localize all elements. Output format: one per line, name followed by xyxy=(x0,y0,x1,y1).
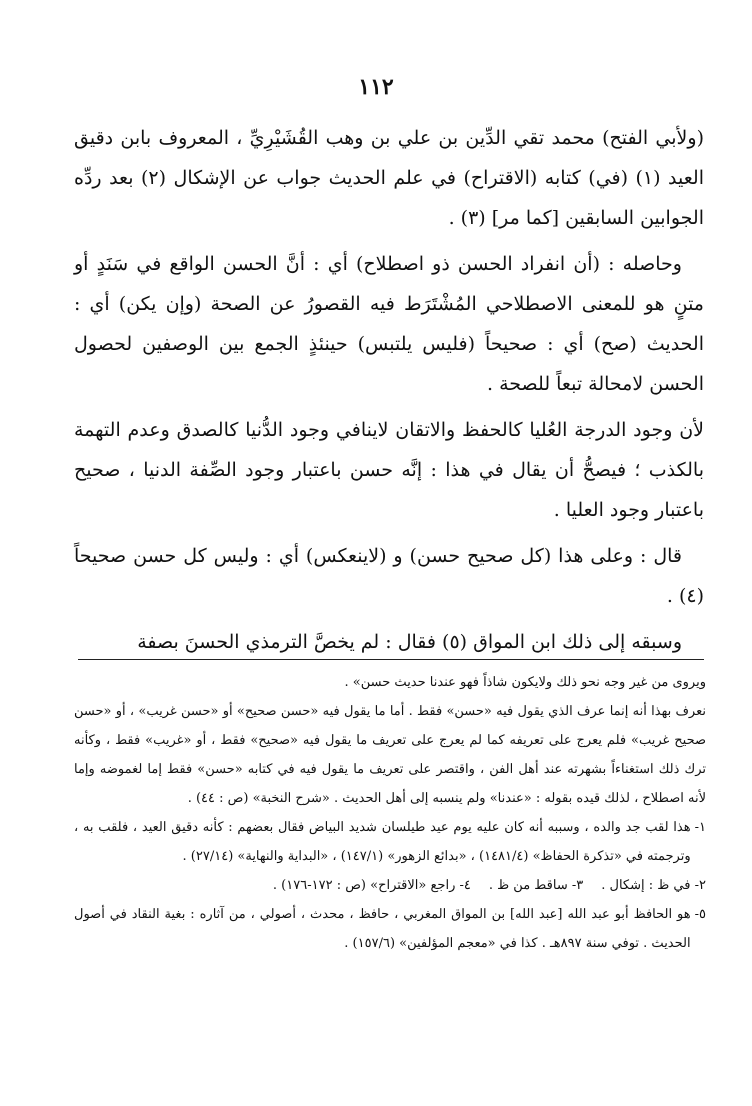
footnote-number: ٥- xyxy=(694,907,706,922)
footnote-line: «حسن غريب» ، أو «حسن صحيح غريب» فلم يعرج على تعريفه كما لم يعرج على تعريف ما xyxy=(74,704,707,748)
text-line: يكن) أي : الحديث (صح) أي : صحيحاً (فليس يلتبس) حينئذٍ الجمع بين xyxy=(74,293,704,355)
footnote-number: ١- xyxy=(694,820,706,835)
text-line: حسن صحيحاً (٤) . xyxy=(74,545,704,607)
footnote-divider xyxy=(78,659,704,660)
footnote-line: (١٤٧/١) ، «البداية والنهاية» (٢٧/١٤) . xyxy=(182,849,384,864)
footnote-line: ويروى من غير وجه نحو ذلك ولايكون شاذاً فهو عندنا حديث حسن» . xyxy=(344,675,706,690)
footnote-text: في ظ : إشكال . xyxy=(601,878,691,893)
footnote-5 xyxy=(74,900,706,958)
footnote-line: واقتصر على تعريف ما يقول فيه في كتابه «حسن» فقط إما لغموضه وإما لأنه اصطلاح ، لذلك xyxy=(74,762,706,806)
footnote-1 xyxy=(74,813,706,871)
page-number: ١١٢ xyxy=(358,74,394,100)
text-line: (ولأبي الفتح) محمد تقي الدِّين بن علي بن وهب القُشَيْرِيِّ ، المعروف xyxy=(158,127,704,149)
text-line: الإشكال (٢) بعد ردِّه الجوابين السابقين [كما مر] (٣) . xyxy=(74,167,704,229)
footnotes-2-3-4 xyxy=(74,871,706,900)
footnote-4 xyxy=(273,871,471,900)
text-line: لأن وجود الدرجة العُليا كالحفظ والاتقان لاينافي وجود الدُّنيا كالصدق xyxy=(176,419,704,441)
text-line: بابن دقيق العيد (١) (في) كتابه (الاقتراح) في علم الحديث جواب عن xyxy=(74,127,704,189)
text-line: وحاصله : (أن انفراد الحسن ذو اصطلاح) أي : أنَّ الحسن الواقع في xyxy=(136,253,682,275)
footnote-line: هو الحافظ أبو عبد الله [عبد الله] بن المواق المغربي ، حافظ ، محدث ، أصولي ، من آثاره : xyxy=(190,907,691,922)
text-line: وعدم التهمة بالكذب ؛ فيصحُّ أن يقال في هذا : إنَّه حسن باعتبار وجود xyxy=(74,419,705,481)
footnote-text: ساقط من ظ . xyxy=(488,878,568,893)
footnote-line: يقول فيه «صحيح» فقط ، أو «غريب» فقط ، وكأنه ترك ذلك استغناءاً بشهرته عند أهل الفن ، xyxy=(74,733,706,777)
footnote-continuation xyxy=(74,668,706,697)
text-line: وسبقه إلى ذلك ابن المواق (٥) فقال : لم يخصَّ الترمذي الحسنَ بصفة xyxy=(137,631,682,653)
footnote-line: هذا لقب جد والده ، وسببه أنه كان عليه يوم عيد طيلسان شديد البياض فقال بعضهم : كأنه xyxy=(202,820,691,835)
footnote-line: قيده بقوله : «عندنا» ولم ينسبه إلى أهل الحديث . «شرح النخبة» (ص : ٤٤) . xyxy=(187,791,601,806)
footnote-line: بغية النقاد في أصول الحديث . توفي سنة ٨٩٧هـ . كذا في «معجم المؤلفين» (١٥٧/٦) . xyxy=(74,907,691,951)
text-line: سَنَدٍ أو متنٍ هو للمعنى الاصطلاحي المُشْتَرَط فيه القصورُ عن الصحة (وإن xyxy=(74,253,704,315)
footnote-continuation xyxy=(74,697,706,813)
text-line: الوصفين لحصول الحسن لامحالة تبعاً للصحة . xyxy=(74,333,704,395)
paragraph xyxy=(74,622,704,662)
footnote-number: ٢- xyxy=(694,878,706,893)
paragraph xyxy=(74,536,704,616)
paragraph xyxy=(74,244,704,404)
paragraph xyxy=(74,410,704,530)
footnote-text: راجع «الاقتراح» (ص : ١٧٢-١٧٦) . xyxy=(272,878,456,893)
footnote-line: نعرف بهذا أنه إنما عرف الذي يقول فيه «حسن» فقط . أما ما يقول فيه «حسن صحيح» أو xyxy=(222,704,706,719)
text-line: قال : وعلى هذا (كل صحيح حسن) و (لاينعكس) أي : وليس كل xyxy=(183,545,682,567)
footnote-number: ٣- xyxy=(571,878,584,893)
footnotes xyxy=(74,668,706,958)
paragraph xyxy=(74,118,704,238)
footnote-2 xyxy=(601,871,706,900)
main-text xyxy=(74,118,704,668)
footnote-number: ٤- xyxy=(459,878,471,893)
footnote-line: دقيق العيد ، فلقب به ، وترجمته في «تذكرة الحفاظ» (١٤٨١/٤) ، «بدائع الزهور» xyxy=(74,820,691,864)
text-line: الصِّفة الدنيا ، صحيح باعتبار وجود العليا . xyxy=(74,459,704,521)
footnote-3 xyxy=(489,871,583,900)
